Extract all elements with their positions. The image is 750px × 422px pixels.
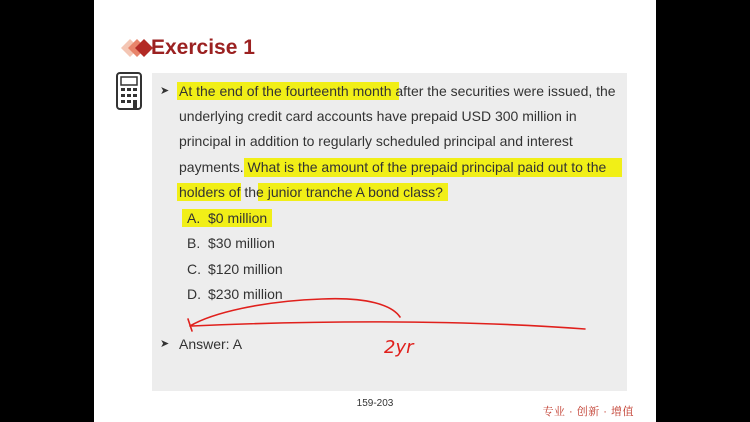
question-panel [152,73,627,391]
option-c: C. $120 million [187,261,283,277]
question-line: holders of the junior tranche A bond class? [179,184,443,200]
option-a: A. $0 million [187,210,268,226]
slide-title: Exercise 1 [151,36,255,59]
option-b: B. $30 million [187,235,275,251]
question-line: payments. What is the amount of the prepaid principal paid out to the [179,159,607,175]
tagline: 专业 · 创新 · 增值 [542,406,634,418]
diamonds-logo-icon [106,33,156,63]
question-line: At the end of the fourteenth month after the securities were issued, the [179,83,616,99]
ink-annotation [152,73,627,391]
question-line: principal in addition to regularly scheduled principal and interest [179,133,573,149]
bullet-arrow-icon: ➤ [160,338,170,350]
page-number: 159-203 [356,398,394,409]
option-d: D. $230 million [187,286,283,302]
calculator-icon [116,72,142,110]
slide [94,0,656,422]
bullet-arrow-icon: ➤ [160,85,170,97]
handwriting-note: 2yr [384,337,414,358]
question-line: underlying credit card accounts have prepaid USD 300 million in [179,108,577,124]
answer-text: Answer: A [179,336,243,352]
